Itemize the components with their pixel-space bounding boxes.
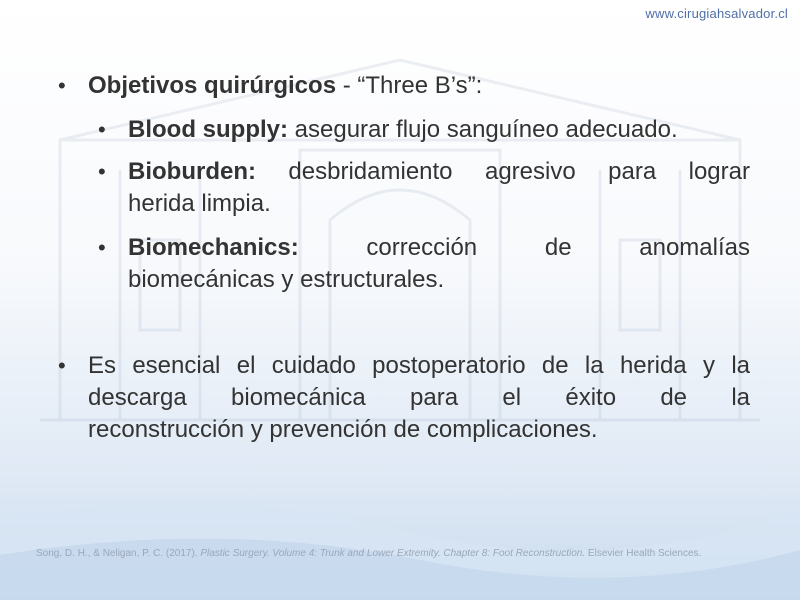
bullet-dot: • — [98, 235, 106, 260]
bullet-line-3: reconstrucción y prevención de complicaciones. — [88, 416, 598, 443]
site-url: www.cirugiahsalvador.cl — [645, 6, 788, 21]
bullet-line-2: herida limpia. — [128, 190, 271, 217]
bullet-dot: • — [58, 353, 66, 378]
bullet-line-1 — [128, 156, 750, 188]
bullet-line-2: descarga biomecánica para el éxito de la — [88, 384, 750, 411]
bullet-line-2: biomecánicas y estructurales. — [128, 266, 445, 293]
reference-citation — [36, 548, 766, 560]
bullet-dot: • — [58, 73, 66, 98]
bullet-dot: • — [98, 159, 106, 184]
bullet-text — [128, 114, 750, 146]
bullet-text — [88, 350, 750, 446]
bullet-bold: Blood supply: — [128, 116, 288, 143]
reference-publisher: Elsevier Health Sciences. — [587, 548, 702, 559]
bullet-rest: asegurar flujo sanguíneo adecuado. — [287, 116, 678, 143]
bullet-rest: desbridamiento agresivo para lograr — [255, 158, 750, 185]
bullet-line-1 — [128, 232, 750, 264]
bullet-blood-supply — [98, 114, 750, 146]
bullet-text — [128, 156, 750, 220]
bullet-bioburden — [98, 156, 750, 220]
bullet-text — [88, 70, 750, 102]
bullet-rest: corrección de anomalías — [298, 234, 750, 261]
bullet-bold: Bioburden: — [128, 158, 256, 185]
reference-title: Plastic Surgery. Volume 4: Trunk and Lower Extremity. Chapter 8: Foot Reconstruction. — [200, 548, 586, 559]
bullet-rest: - “Three B’s”: — [336, 72, 483, 99]
bullet-dot: • — [98, 117, 106, 142]
bullet-postoperative — [58, 350, 750, 446]
bullet-objectives — [58, 70, 750, 102]
bullet-bold: Objetivos quirúrgicos — [88, 72, 337, 99]
bullet-line-1: Es esencial el cuidado postoperatorio de la herida y la — [88, 352, 750, 379]
bullet-biomechanics — [98, 232, 750, 296]
bullet-text — [128, 232, 750, 296]
bullet-bold: Biomechanics: — [128, 234, 299, 261]
reference-authors: Song, D. H., & Neligan, P. C. (2017). — [36, 548, 198, 559]
